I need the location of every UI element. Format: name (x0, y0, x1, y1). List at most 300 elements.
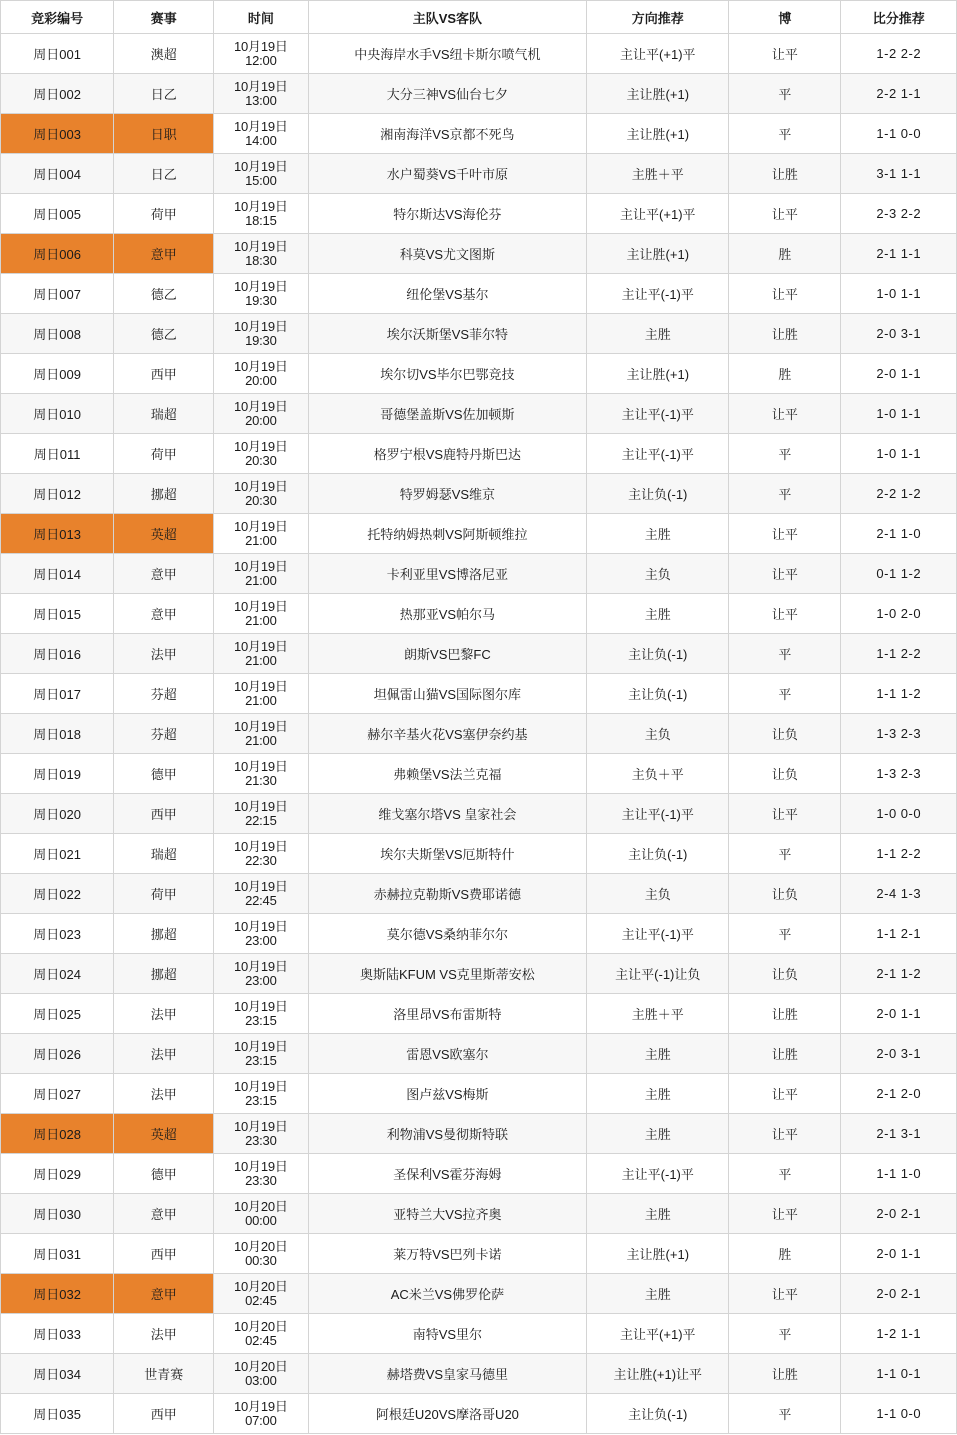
table-row (1, 1234, 957, 1274)
cell-teams: 阿根廷U20VS摩洛哥U20 (308, 1394, 587, 1434)
cell-score: 2-4 1-3 (841, 874, 957, 914)
cell-score: 3-1 1-1 (841, 154, 957, 194)
cell-match-id: 周日005 (1, 194, 114, 234)
cell-league: 英超 (114, 1114, 214, 1154)
cell-bo: 平 (729, 1314, 841, 1354)
cell-direction: 主让平(-1)平 (587, 794, 729, 834)
cell-league: 德甲 (114, 1154, 214, 1194)
cell-direction: 主让平(-1)平 (587, 1154, 729, 1194)
cell-teams: 埃尔切VS毕尔巴鄂竞技 (308, 354, 587, 394)
cell-score: 1-3 2-3 (841, 714, 957, 754)
cell-teams: AC米兰VS佛罗伦萨 (308, 1274, 587, 1314)
cell-match-id: 周日022 (1, 874, 114, 914)
cell-match-id: 周日007 (1, 274, 114, 314)
cell-league: 挪超 (114, 954, 214, 994)
cell-match-id: 周日014 (1, 554, 114, 594)
cell-score: 1-0 1-1 (841, 274, 957, 314)
cell-clock-text: 00:00 (245, 1212, 277, 1228)
cell-time (214, 34, 308, 74)
cell-teams: 图卢兹VS梅斯 (308, 1074, 587, 1114)
cell-score: 2-0 3-1 (841, 314, 957, 354)
cell-bo: 让负 (729, 874, 841, 914)
cell-league: 西甲 (114, 354, 214, 394)
cell-date-text: 10月20日 (233, 1358, 288, 1374)
cell-teams: 利物浦VS曼彻斯特联 (308, 1114, 587, 1154)
cell-teams: 格罗宁根VS鹿特丹斯巴达 (308, 434, 587, 474)
cell-clock-text: 20:00 (245, 412, 277, 428)
cell-match-id: 周日027 (1, 1074, 114, 1114)
cell-match-id: 周日033 (1, 1314, 114, 1354)
table-row (1, 234, 957, 274)
cell-time (214, 1314, 308, 1354)
cell-teams: 科莫VS尤文图斯 (308, 234, 587, 274)
table-row (1, 314, 957, 354)
cell-teams: 赫塔费VS皇家马德里 (308, 1354, 587, 1394)
cell-league: 西甲 (114, 794, 214, 834)
table-row (1, 754, 957, 794)
cell-league: 法甲 (114, 1074, 214, 1114)
cell-league: 芬超 (114, 714, 214, 754)
cell-direction: 主让平(+1)平 (587, 1314, 729, 1354)
cell-match-id: 周日002 (1, 74, 114, 114)
cell-time (214, 594, 308, 634)
cell-clock-text: 22:45 (245, 892, 277, 908)
cell-time (214, 874, 308, 914)
cell-match-id: 周日004 (1, 154, 114, 194)
cell-league: 意甲 (114, 554, 214, 594)
cell-time (214, 1034, 308, 1074)
cell-date-text: 10月19日 (233, 278, 288, 294)
cell-score: 2-1 1-2 (841, 954, 957, 994)
cell-league: 荷甲 (114, 194, 214, 234)
cell-time (214, 1274, 308, 1314)
cell-score: 1-1 2-2 (841, 834, 957, 874)
cell-clock-text: 21:00 (245, 532, 277, 548)
cell-direction: 主让平(+1)平 (587, 34, 729, 74)
cell-league: 法甲 (114, 634, 214, 674)
cell-bo: 让负 (729, 714, 841, 754)
cell-direction: 主胜 (587, 594, 729, 634)
cell-bo: 平 (729, 914, 841, 954)
cell-bo: 平 (729, 634, 841, 674)
cell-direction: 主让平(-1)平 (587, 394, 729, 434)
cell-time (214, 354, 308, 394)
cell-bo: 让胜 (729, 154, 841, 194)
cell-direction: 主胜 (587, 1034, 729, 1074)
cell-score: 1-1 0-0 (841, 114, 957, 154)
cell-match-id: 周日018 (1, 714, 114, 754)
cell-match-id: 周日034 (1, 1354, 114, 1394)
table-row (1, 474, 957, 514)
cell-bo: 让胜 (729, 994, 841, 1034)
cell-league: 西甲 (114, 1234, 214, 1274)
cell-date-text: 10月19日 (233, 358, 288, 374)
cell-match-id: 周日001 (1, 34, 114, 74)
header-time: 时间 (214, 1, 308, 34)
cell-date-text: 10月19日 (233, 838, 288, 854)
cell-bo: 让平 (729, 594, 841, 634)
cell-direction: 主负 (587, 554, 729, 594)
cell-date-text: 10月19日 (233, 398, 288, 414)
cell-date-text: 10月19日 (233, 918, 288, 934)
cell-time (214, 514, 308, 554)
cell-league: 芬超 (114, 674, 214, 714)
cell-league: 法甲 (114, 994, 214, 1034)
cell-bo: 平 (729, 1154, 841, 1194)
cell-bo: 让平 (729, 514, 841, 554)
cell-teams: 南特VS里尔 (308, 1314, 587, 1354)
cell-time (214, 794, 308, 834)
cell-clock-text: 21:00 (245, 612, 277, 628)
table-row (1, 114, 957, 154)
cell-date-text: 10月19日 (233, 158, 288, 174)
cell-time (214, 474, 308, 514)
cell-clock-text: 00:30 (245, 1252, 277, 1268)
cell-clock-text: 19:30 (245, 332, 277, 348)
cell-time (214, 74, 308, 114)
cell-direction: 主让负(-1) (587, 474, 729, 514)
cell-direction: 主负 (587, 874, 729, 914)
cell-date-text: 10月19日 (233, 598, 288, 614)
cell-score: 1-2 1-1 (841, 1314, 957, 1354)
table-row (1, 634, 957, 674)
cell-time (214, 634, 308, 674)
cell-time (214, 314, 308, 354)
cell-date-text: 10月19日 (233, 1078, 288, 1094)
cell-score: 2-0 1-1 (841, 1234, 957, 1274)
cell-clock-text: 19:30 (245, 292, 277, 308)
cell-teams: 热那亚VS帕尔马 (308, 594, 587, 634)
table-row (1, 274, 957, 314)
cell-time (214, 1074, 308, 1114)
cell-league: 德甲 (114, 754, 214, 794)
cell-score: 2-0 3-1 (841, 1034, 957, 1074)
cell-date-text: 10月19日 (233, 78, 288, 94)
cell-bo: 平 (729, 834, 841, 874)
cell-direction: 主胜 (587, 1274, 729, 1314)
cell-time (214, 274, 308, 314)
cell-bo: 让负 (729, 954, 841, 994)
cell-bo: 让平 (729, 1074, 841, 1114)
cell-teams: 特罗姆瑟VS维京 (308, 474, 587, 514)
cell-score: 2-0 1-1 (841, 994, 957, 1034)
cell-clock-text: 23:15 (245, 1092, 277, 1108)
cell-match-id: 周日016 (1, 634, 114, 674)
cell-teams: 雷恩VS欧塞尔 (308, 1034, 587, 1074)
cell-score: 0-1 1-2 (841, 554, 957, 594)
cell-teams: 特尔斯达VS海伦芬 (308, 194, 587, 234)
cell-time (214, 754, 308, 794)
cell-league: 意甲 (114, 234, 214, 274)
cell-clock-text: 12:00 (245, 52, 277, 68)
header-bo: 博 (729, 1, 841, 34)
cell-date-text: 10月19日 (233, 518, 288, 534)
cell-date-text: 10月19日 (233, 1038, 288, 1054)
cell-score: 1-1 1-0 (841, 1154, 957, 1194)
cell-bo: 让平 (729, 1114, 841, 1154)
cell-clock-text: 02:45 (245, 1332, 277, 1348)
cell-bo: 让胜 (729, 1034, 841, 1074)
cell-league: 法甲 (114, 1034, 214, 1074)
cell-date-text: 10月20日 (233, 1198, 288, 1214)
cell-score: 2-2 1-1 (841, 74, 957, 114)
cell-teams: 埃尔沃斯堡VS菲尔特 (308, 314, 587, 354)
table-row (1, 674, 957, 714)
cell-teams: 圣保利VS霍芬海姆 (308, 1154, 587, 1194)
table-row (1, 714, 957, 754)
cell-direction: 主负＋平 (587, 754, 729, 794)
table-row (1, 794, 957, 834)
cell-league: 挪超 (114, 474, 214, 514)
cell-league: 瑞超 (114, 834, 214, 874)
cell-time (214, 554, 308, 594)
cell-date-text: 10月19日 (233, 878, 288, 894)
cell-date-text: 10月19日 (233, 1158, 288, 1174)
table-row (1, 1314, 957, 1354)
cell-clock-text: 23:00 (245, 932, 277, 948)
cell-clock-text: 14:00 (245, 132, 277, 148)
cell-match-id: 周日031 (1, 1234, 114, 1274)
cell-score: 1-1 2-1 (841, 914, 957, 954)
table-row (1, 554, 957, 594)
cell-clock-text: 03:00 (245, 1372, 277, 1388)
cell-score: 2-0 2-1 (841, 1194, 957, 1234)
cell-direction: 主胜 (587, 514, 729, 554)
cell-league: 德乙 (114, 314, 214, 354)
cell-teams: 维戈塞尔塔VS 皇家社会 (308, 794, 587, 834)
cell-direction: 主让平(-1)平 (587, 274, 729, 314)
cell-teams: 大分三神VS仙台七夕 (308, 74, 587, 114)
cell-match-id: 周日017 (1, 674, 114, 714)
cell-time (214, 994, 308, 1034)
cell-bo: 胜 (729, 234, 841, 274)
cell-score: 1-0 1-1 (841, 394, 957, 434)
cell-date-text: 10月19日 (233, 758, 288, 774)
cell-direction: 主胜＋平 (587, 154, 729, 194)
table-body (1, 34, 957, 1434)
cell-match-id: 周日012 (1, 474, 114, 514)
cell-league: 日职 (114, 114, 214, 154)
cell-score: 2-1 1-0 (841, 514, 957, 554)
cell-time (214, 834, 308, 874)
cell-score: 2-1 3-1 (841, 1114, 957, 1154)
cell-teams: 湘南海洋VS京都不死鸟 (308, 114, 587, 154)
cell-time (214, 434, 308, 474)
cell-league: 瑞超 (114, 394, 214, 434)
cell-time (214, 114, 308, 154)
table-row (1, 154, 957, 194)
cell-score: 1-1 0-1 (841, 1354, 957, 1394)
cell-score: 1-0 2-0 (841, 594, 957, 634)
header-id: 竞彩编号 (1, 1, 114, 34)
cell-date-text: 10月19日 (233, 198, 288, 214)
cell-teams: 埃尔夫斯堡VS厄斯特什 (308, 834, 587, 874)
cell-bo: 平 (729, 114, 841, 154)
cell-teams: 莱万特VS巴列卡诺 (308, 1234, 587, 1274)
cell-direction: 主胜 (587, 314, 729, 354)
cell-league: 意甲 (114, 1194, 214, 1234)
cell-bo: 让平 (729, 1274, 841, 1314)
cell-clock-text: 07:00 (245, 1412, 277, 1428)
table-row (1, 834, 957, 874)
cell-teams: 赤赫拉克勒斯VS费耶诺德 (308, 874, 587, 914)
cell-date-text: 10月19日 (233, 958, 288, 974)
cell-teams: 坦佩雷山猫VS国际图尔库 (308, 674, 587, 714)
cell-score: 1-3 2-3 (841, 754, 957, 794)
cell-clock-text: 18:30 (245, 252, 277, 268)
cell-date-text: 10月19日 (233, 998, 288, 1014)
cell-score: 1-1 2-2 (841, 634, 957, 674)
cell-match-id: 周日023 (1, 914, 114, 954)
cell-match-id: 周日019 (1, 754, 114, 794)
table-row (1, 594, 957, 634)
cell-direction: 主让平(-1)让负 (587, 954, 729, 994)
cell-clock-text: 23:30 (245, 1132, 277, 1148)
cell-match-id: 周日003 (1, 114, 114, 154)
cell-teams: 朗斯VS巴黎FC (308, 634, 587, 674)
cell-clock-text: 20:30 (245, 492, 277, 508)
table-row (1, 954, 957, 994)
cell-match-id: 周日025 (1, 994, 114, 1034)
cell-clock-text: 13:00 (245, 92, 277, 108)
cell-bo: 平 (729, 474, 841, 514)
cell-direction: 主让胜(+1) (587, 234, 729, 274)
cell-clock-text: 21:00 (245, 652, 277, 668)
cell-match-id: 周日035 (1, 1394, 114, 1434)
cell-clock-text: 21:30 (245, 772, 277, 788)
cell-direction: 主让负(-1) (587, 1394, 729, 1434)
cell-clock-text: 21:00 (245, 692, 277, 708)
cell-date-text: 10月19日 (233, 38, 288, 54)
cell-bo: 平 (729, 434, 841, 474)
cell-time (214, 394, 308, 434)
cell-match-id: 周日013 (1, 514, 114, 554)
cell-bo: 让平 (729, 794, 841, 834)
cell-teams: 中央海岸水手VS纽卡斯尔喷气机 (308, 34, 587, 74)
cell-direction: 主胜 (587, 1114, 729, 1154)
cell-bo: 让平 (729, 34, 841, 74)
cell-time (214, 1154, 308, 1194)
cell-teams: 亚特兰大VS拉齐奥 (308, 1194, 587, 1234)
cell-teams: 赫尔辛基火花VS塞伊奈约基 (308, 714, 587, 754)
cell-time (214, 954, 308, 994)
cell-direction: 主让胜(+1) (587, 74, 729, 114)
cell-score: 2-3 2-2 (841, 194, 957, 234)
header-score: 比分推荐 (841, 1, 957, 34)
cell-time (214, 234, 308, 274)
cell-direction: 主让负(-1) (587, 634, 729, 674)
table-row (1, 914, 957, 954)
cell-time (214, 1394, 308, 1434)
cell-date-text: 10月19日 (233, 438, 288, 454)
cell-match-id: 周日008 (1, 314, 114, 354)
cell-direction: 主负 (587, 714, 729, 754)
table-row (1, 354, 957, 394)
cell-clock-text: 23:30 (245, 1172, 277, 1188)
cell-direction: 主让平(-1)平 (587, 914, 729, 954)
cell-direction: 主让平(-1)平 (587, 434, 729, 474)
cell-match-id: 周日032 (1, 1274, 114, 1314)
cell-direction: 主让负(-1) (587, 674, 729, 714)
table-header (1, 1, 957, 34)
cell-score: 1-0 0-0 (841, 794, 957, 834)
cell-bo: 让平 (729, 1194, 841, 1234)
cell-date-text: 10月19日 (233, 318, 288, 334)
cell-score: 1-0 1-1 (841, 434, 957, 474)
cell-league: 德乙 (114, 274, 214, 314)
cell-direction: 主让胜(+1) (587, 354, 729, 394)
table-row (1, 74, 957, 114)
header-teams: 主队VS客队 (308, 1, 587, 34)
cell-score: 1-1 0-0 (841, 1394, 957, 1434)
table-row (1, 994, 957, 1034)
cell-date-text: 10月19日 (233, 238, 288, 254)
cell-match-id: 周日010 (1, 394, 114, 434)
cell-bo: 让负 (729, 754, 841, 794)
cell-match-id: 周日009 (1, 354, 114, 394)
cell-match-id: 周日015 (1, 594, 114, 634)
cell-score: 2-0 1-1 (841, 354, 957, 394)
cell-date-text: 10月19日 (233, 638, 288, 654)
cell-bo: 让胜 (729, 314, 841, 354)
cell-date-text: 10月19日 (233, 718, 288, 734)
cell-teams: 水户蜀葵VS千叶市原 (308, 154, 587, 194)
cell-bo: 胜 (729, 354, 841, 394)
cell-time (214, 674, 308, 714)
cell-match-id: 周日006 (1, 234, 114, 274)
cell-bo: 让平 (729, 394, 841, 434)
cell-clock-text: 18:15 (245, 212, 277, 228)
cell-date-text: 10月20日 (233, 1318, 288, 1334)
cell-score: 2-1 2-0 (841, 1074, 957, 1114)
table-row (1, 1194, 957, 1234)
cell-league: 日乙 (114, 74, 214, 114)
cell-clock-text: 23:15 (245, 1052, 277, 1068)
cell-direction: 主让平(+1)平 (587, 194, 729, 234)
cell-league: 西甲 (114, 1394, 214, 1434)
table-row (1, 874, 957, 914)
cell-bo: 平 (729, 1394, 841, 1434)
cell-league: 荷甲 (114, 874, 214, 914)
cell-time (214, 914, 308, 954)
table-row (1, 1394, 957, 1434)
cell-direction: 主让胜(+1) (587, 114, 729, 154)
cell-date-text: 10月19日 (233, 1398, 288, 1414)
table-row (1, 194, 957, 234)
cell-bo: 平 (729, 674, 841, 714)
cell-clock-text: 23:15 (245, 1012, 277, 1028)
cell-match-id: 周日028 (1, 1114, 114, 1154)
cell-bo: 让平 (729, 194, 841, 234)
cell-clock-text: 02:45 (245, 1292, 277, 1308)
cell-league: 日乙 (114, 154, 214, 194)
cell-match-id: 周日024 (1, 954, 114, 994)
cell-score: 2-2 1-2 (841, 474, 957, 514)
cell-date-text: 10月19日 (233, 478, 288, 494)
cell-league: 挪超 (114, 914, 214, 954)
cell-clock-text: 21:00 (245, 732, 277, 748)
cell-score: 2-1 1-1 (841, 234, 957, 274)
cell-date-text: 10月19日 (233, 558, 288, 574)
cell-teams: 奥斯陆KFUM VS克里斯蒂安松 (308, 954, 587, 994)
table-row (1, 514, 957, 554)
cell-match-id: 周日030 (1, 1194, 114, 1234)
cell-clock-text: 23:00 (245, 972, 277, 988)
cell-date-text: 10月20日 (233, 1238, 288, 1254)
table-row (1, 34, 957, 74)
cell-teams: 莫尔德VS桑纳菲尔尔 (308, 914, 587, 954)
cell-date-text: 10月20日 (233, 1278, 288, 1294)
